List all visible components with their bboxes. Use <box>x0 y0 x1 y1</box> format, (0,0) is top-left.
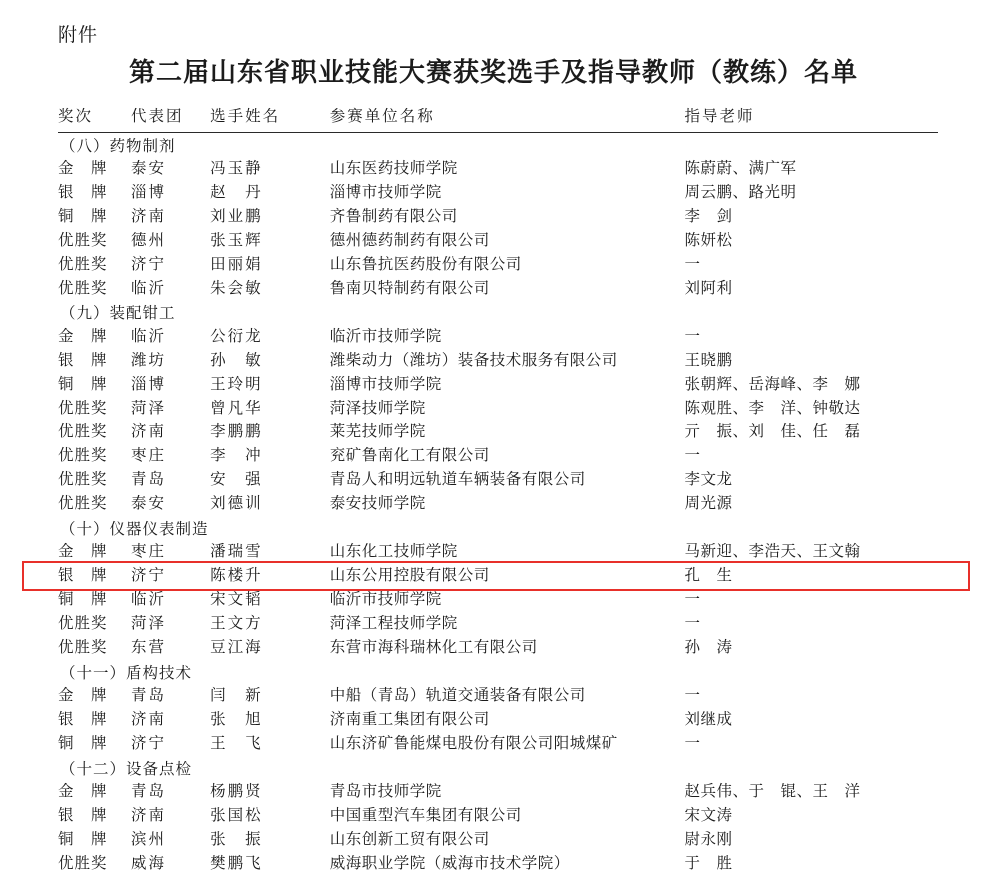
cell-team: 威海 <box>130 855 166 873</box>
cell-team: 临沂 <box>130 279 166 297</box>
group-heading-row <box>58 516 938 541</box>
cell-award: 银 牌 <box>58 351 108 369</box>
table-row <box>58 181 938 205</box>
cell-player: 宋文韬 <box>210 591 263 609</box>
cell-award: 金 牌 <box>58 543 108 561</box>
table-row <box>58 636 938 660</box>
cell-coach: 陈蔚蔚、满广军 <box>684 160 797 178</box>
table-row <box>58 804 938 828</box>
cell-team: 济南 <box>130 807 166 825</box>
cell-coach: 一 <box>684 447 701 465</box>
cell-coach: 孙 涛 <box>684 638 733 656</box>
cell-player: 豆江海 <box>210 638 263 656</box>
cell-award: 银 牌 <box>58 184 108 202</box>
cell-award: 优胜奖 <box>58 638 108 656</box>
cell-team: 滨州 <box>130 831 166 849</box>
table-row <box>58 588 938 612</box>
cell-award: 银 牌 <box>58 711 108 729</box>
cell-coach: 宋文涛 <box>684 807 733 825</box>
group-heading-row <box>58 756 938 781</box>
cell-coach: 亓 振、刘 佳、任 磊 <box>684 423 861 441</box>
cell-coach: 刘继成 <box>684 711 733 729</box>
cell-unit: 山东医药技师学院 <box>329 160 458 178</box>
cell-team: 淄博 <box>130 375 166 393</box>
cell-unit: 潍柴动力（潍坊）装备技术服务有限公司 <box>329 351 618 369</box>
group-heading-row <box>58 660 938 685</box>
table-row <box>58 468 938 492</box>
cell-player: 曾凡华 <box>210 399 263 417</box>
table-row <box>58 157 938 181</box>
cell-award: 优胜奖 <box>58 423 108 441</box>
cell-player: 刘德训 <box>210 495 263 513</box>
cell-award: 优胜奖 <box>58 855 108 873</box>
cell-coach: 陈妍松 <box>684 231 733 249</box>
cell-team: 泰安 <box>130 495 166 513</box>
cell-award: 金 牌 <box>58 687 108 705</box>
cell-team: 青岛 <box>130 783 166 801</box>
cell-award: 金 牌 <box>58 327 108 345</box>
column-header-team: 代表团 <box>131 106 210 132</box>
cell-coach: 一 <box>684 687 701 705</box>
cell-unit: 德州德药制药有限公司 <box>329 231 490 249</box>
table-row <box>58 349 938 373</box>
cell-award: 优胜奖 <box>58 495 108 513</box>
cell-player: 樊鹏飞 <box>210 855 263 873</box>
cell-player: 孙 敏 <box>210 351 263 369</box>
cell-unit: 山东公用控股有限公司 <box>329 567 490 585</box>
cell-unit: 中船（青岛）轨道交通装备有限公司 <box>329 687 586 705</box>
table-row <box>58 205 938 229</box>
table-row <box>58 229 938 253</box>
table-row <box>58 253 938 277</box>
cell-unit: 泰安技师学院 <box>329 495 426 513</box>
cell-award: 优胜奖 <box>58 471 108 489</box>
cell-coach: 刘阿利 <box>684 279 733 297</box>
cell-player: 王 飞 <box>210 735 263 753</box>
cell-team: 青岛 <box>130 687 166 705</box>
cell-team: 淄博 <box>130 184 166 202</box>
group-heading-label: （十二）设备点检 <box>60 760 193 778</box>
table-row <box>58 828 938 852</box>
cell-unit: 青岛市技师学院 <box>329 783 442 801</box>
cell-unit: 中国重型汽车集团有限公司 <box>329 807 522 825</box>
cell-team: 济宁 <box>130 735 166 753</box>
table-row <box>58 492 938 516</box>
cell-unit: 山东创新工贸有限公司 <box>329 831 490 849</box>
table-row <box>58 325 938 349</box>
cell-team: 东营 <box>130 638 166 656</box>
cell-award: 银 牌 <box>58 567 108 585</box>
table-row <box>58 708 938 732</box>
cell-player: 闫 新 <box>210 687 263 705</box>
cell-award: 铜 牌 <box>58 207 108 225</box>
page-title: 第二届山东省职业技能大赛获奖选手及指导教师（教练）名单 <box>128 58 858 87</box>
table-row <box>58 420 938 444</box>
attachment-label: 附件 <box>58 25 99 46</box>
cell-unit: 济南重工集团有限公司 <box>329 711 490 729</box>
cell-unit: 东营市海科瑞林化工有限公司 <box>329 638 538 656</box>
cell-team: 济南 <box>130 423 166 441</box>
cell-unit: 青岛人和明远轨道车辆装备有限公司 <box>329 471 586 489</box>
cell-coach: 周光源 <box>684 495 733 513</box>
cell-coach: 一 <box>684 615 701 633</box>
cell-coach: 李 剑 <box>684 207 733 225</box>
cell-team: 菏泽 <box>130 615 166 633</box>
cell-team: 临沂 <box>130 591 166 609</box>
cell-award: 优胜奖 <box>58 399 108 417</box>
table-row <box>58 540 938 564</box>
cell-award: 银 牌 <box>58 807 108 825</box>
cell-unit: 菏泽工程技师学院 <box>329 615 458 633</box>
cell-award: 优胜奖 <box>58 447 108 465</box>
cell-coach: 一 <box>684 591 701 609</box>
column-header-award: 奖次 <box>58 106 131 132</box>
cell-award: 铜 牌 <box>58 591 108 609</box>
column-header-unit: 参赛单位名称 <box>330 106 685 132</box>
cell-player: 田丽娟 <box>210 255 263 273</box>
cell-player: 赵 丹 <box>210 184 263 202</box>
cell-unit: 淄博市技师学院 <box>329 184 442 202</box>
cell-team: 泰安 <box>130 160 166 178</box>
cell-coach: 王晓鹏 <box>684 351 733 369</box>
cell-unit: 菏泽技师学院 <box>329 399 426 417</box>
award-roster-table-wrapper <box>58 106 938 876</box>
cell-player: 安 强 <box>210 471 263 489</box>
group-heading-label: （八）药物制剂 <box>60 137 176 155</box>
cell-unit: 威海职业学院（威海市技术学院） <box>329 855 570 873</box>
column-header-player: 选手姓名 <box>210 106 330 132</box>
cell-player: 陈楼升 <box>210 567 263 585</box>
cell-unit: 山东鲁抗医药股份有限公司 <box>329 255 522 273</box>
cell-award: 优胜奖 <box>58 231 108 249</box>
table-row <box>58 732 938 756</box>
cell-coach: 马新迎、李浩天、王文翰 <box>684 543 861 561</box>
cell-coach: 于 胜 <box>684 855 733 873</box>
table-row <box>58 444 938 468</box>
cell-player: 朱会敏 <box>210 279 263 297</box>
cell-award: 优胜奖 <box>58 615 108 633</box>
table-body <box>58 132 938 876</box>
table-row <box>58 373 938 397</box>
cell-coach: 一 <box>684 735 701 753</box>
cell-player: 潘瑞雪 <box>210 543 263 561</box>
cell-team: 枣庄 <box>130 447 166 465</box>
cell-team: 济南 <box>130 711 166 729</box>
cell-coach: 孔 生 <box>684 567 733 585</box>
cell-player: 刘业鹏 <box>210 207 263 225</box>
table-row <box>58 564 938 588</box>
group-heading-row <box>58 132 938 157</box>
cell-unit: 山东济矿鲁能煤电股份有限公司阳城煤矿 <box>329 735 618 753</box>
table-header-row <box>58 106 938 132</box>
cell-team: 青岛 <box>130 471 166 489</box>
cell-coach: 一 <box>684 327 701 345</box>
cell-player: 张国松 <box>210 807 263 825</box>
cell-player: 冯玉静 <box>210 160 263 178</box>
table-row <box>58 276 938 300</box>
cell-unit: 淄博市技师学院 <box>329 375 442 393</box>
cell-award: 优胜奖 <box>58 279 108 297</box>
table-header <box>58 106 938 132</box>
cell-award: 金 牌 <box>58 160 108 178</box>
cell-team: 临沂 <box>130 327 166 345</box>
group-heading-row <box>58 300 938 325</box>
cell-coach: 李文龙 <box>684 471 733 489</box>
cell-player: 王文方 <box>210 615 263 633</box>
group-heading-label: （九）装配钳工 <box>60 305 176 323</box>
table-row <box>58 396 938 420</box>
cell-award: 铜 牌 <box>58 831 108 849</box>
cell-award: 金 牌 <box>58 783 108 801</box>
cell-player: 公衍龙 <box>210 327 263 345</box>
cell-coach: 周云鹏、路光明 <box>684 184 797 202</box>
column-header-coach: 指导老师 <box>685 106 938 132</box>
cell-team: 济宁 <box>130 567 166 585</box>
cell-coach: 一 <box>684 255 701 273</box>
cell-unit: 兖矿鲁南化工有限公司 <box>329 447 490 465</box>
cell-coach: 张朝辉、岳海峰、李 娜 <box>684 375 861 393</box>
cell-player: 王玲明 <box>210 375 263 393</box>
award-roster-table <box>58 106 938 876</box>
cell-player: 张玉辉 <box>210 231 263 249</box>
cell-unit: 临沂市技师学院 <box>329 591 442 609</box>
cell-player: 张 旭 <box>210 711 263 729</box>
group-heading-label: （十）仪器仪表制造 <box>60 520 209 538</box>
cell-team: 德州 <box>130 231 166 249</box>
cell-team: 济宁 <box>130 255 166 273</box>
cell-team: 济南 <box>130 207 166 225</box>
cell-player: 张 振 <box>210 831 263 849</box>
group-heading-label: （十一）盾构技术 <box>60 664 193 682</box>
cell-team: 潍坊 <box>130 351 166 369</box>
cell-unit: 莱芜技师学院 <box>329 423 426 441</box>
table-row <box>58 612 938 636</box>
cell-player: 杨鹏贤 <box>210 783 263 801</box>
cell-team: 枣庄 <box>130 543 166 561</box>
cell-unit: 山东化工技师学院 <box>329 543 458 561</box>
cell-coach: 尉永刚 <box>684 831 733 849</box>
cell-award: 优胜奖 <box>58 255 108 273</box>
cell-coach: 赵兵伟、于 锟、王 洋 <box>684 783 861 801</box>
cell-award: 铜 牌 <box>58 735 108 753</box>
table-row <box>58 684 938 708</box>
cell-award: 铜 牌 <box>58 375 108 393</box>
cell-unit: 临沂市技师学院 <box>329 327 442 345</box>
cell-unit: 齐鲁制药有限公司 <box>329 207 458 225</box>
cell-coach: 陈观胜、李 洋、钟敬达 <box>684 399 861 417</box>
table-row <box>58 852 938 876</box>
cell-unit: 鲁南贝特制药有限公司 <box>329 279 490 297</box>
cell-player: 李 冲 <box>210 447 263 465</box>
cell-player: 李鹏鹏 <box>210 423 263 441</box>
cell-team: 菏泽 <box>130 399 166 417</box>
